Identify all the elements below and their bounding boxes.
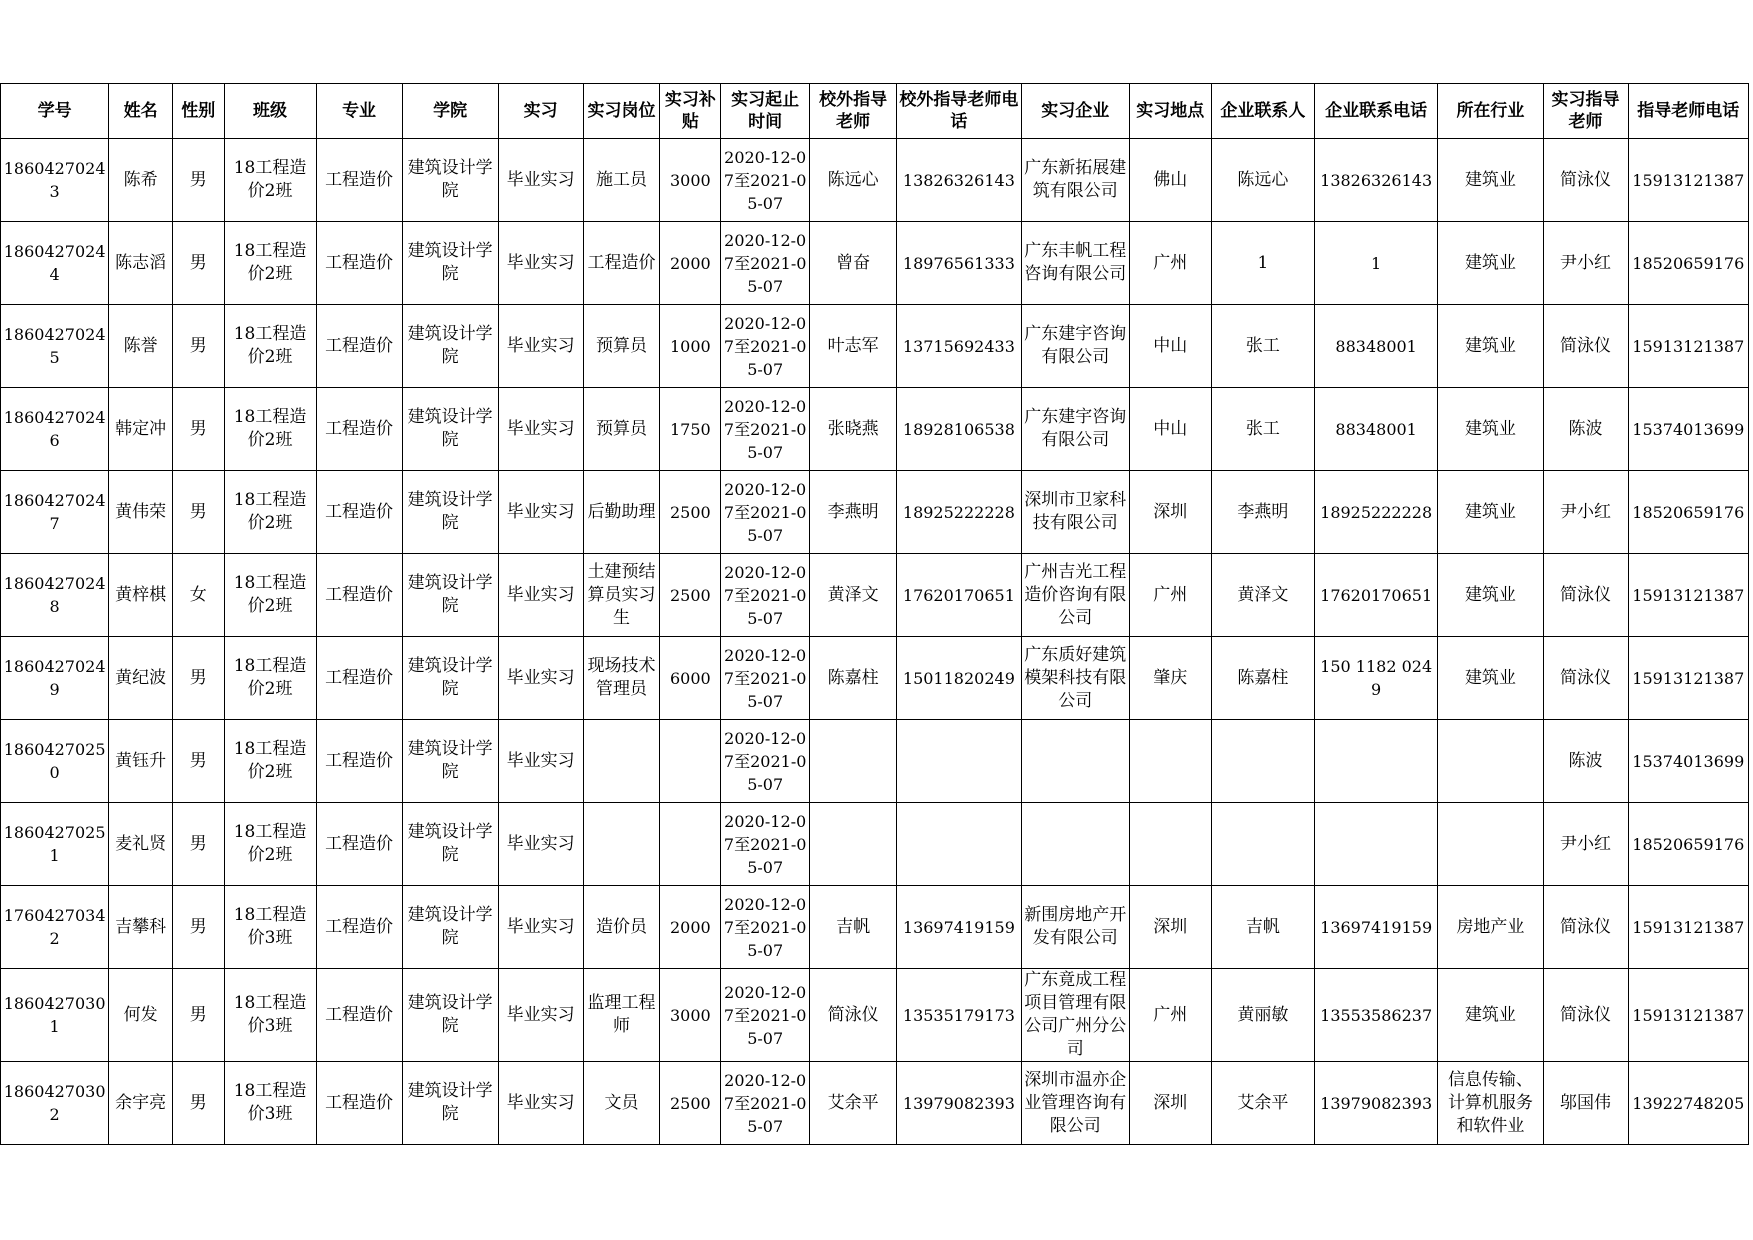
- cell-company-contact: 黄丽敏: [1211, 969, 1314, 1062]
- cell-company-phone: 13553586237: [1314, 969, 1437, 1062]
- cell-mentor: 简泳仪: [1543, 886, 1628, 969]
- cell-period: [721, 969, 810, 1062]
- cell-company: 广东丰帆工程咨询有限公司: [1021, 222, 1129, 305]
- cell-student-id: 18604270302: [1, 1062, 109, 1145]
- cell-student-id: 18604270301: [1, 969, 109, 1062]
- header-mentor: 实习指导老师: [1543, 84, 1628, 139]
- cell-gender: 男: [172, 637, 224, 720]
- period-text: 2020-12-07至2021-05-07: [723, 982, 807, 1048]
- cell-company-phone: 88348001: [1314, 305, 1437, 388]
- cell-industry: [1438, 720, 1543, 803]
- cell-internship: 毕业实习: [498, 720, 583, 803]
- table-row: [1, 637, 1749, 720]
- cell-location: 中山: [1129, 388, 1211, 471]
- cell-external-mentor: 黄泽文: [810, 554, 897, 637]
- cell-mentor: 陈波: [1543, 388, 1628, 471]
- cell-company-phone: 13979082393: [1314, 1062, 1437, 1145]
- cell-company: [1021, 720, 1129, 803]
- cell-external-mentor: 叶志军: [810, 305, 897, 388]
- period-text: 2020-12-07至2021-05-07: [723, 728, 807, 794]
- cell-mentor-phone: 18520659176: [1628, 222, 1748, 305]
- cell-industry: 建筑业: [1438, 305, 1543, 388]
- cell-company-phone: 88348001: [1314, 388, 1437, 471]
- cell-external-mentor: 张晓燕: [810, 388, 897, 471]
- header-subsidy: 实习补贴: [660, 84, 721, 139]
- cell-industry: 信息传输、计算机服务和软件业: [1438, 1062, 1543, 1145]
- header-student-id: 学号: [1, 84, 109, 139]
- cell-student-id: 18604270248: [1, 554, 109, 637]
- cell-class: 18工程造价2班: [224, 471, 316, 554]
- cell-location: 深圳: [1129, 471, 1211, 554]
- cell-name: 黄伟荣: [109, 471, 173, 554]
- cell-period: [721, 139, 810, 222]
- header-company: 实习企业: [1021, 84, 1129, 139]
- header-company-phone: 企业联系电话: [1314, 84, 1437, 139]
- cell-class: 18工程造价2班: [224, 554, 316, 637]
- cell-position: 文员: [583, 1062, 660, 1145]
- cell-subsidy: 2500: [660, 554, 721, 637]
- cell-major: 工程造价: [316, 388, 402, 471]
- cell-location: 广州: [1129, 222, 1211, 305]
- cell-company: 广州吉光工程造价咨询有限公司: [1021, 554, 1129, 637]
- cell-period: [721, 388, 810, 471]
- cell-subsidy: 2500: [660, 471, 721, 554]
- cell-college: 建筑设计学院: [402, 222, 498, 305]
- cell-company: 深圳市卫家科技有限公司: [1021, 471, 1129, 554]
- cell-internship: 毕业实习: [498, 969, 583, 1062]
- cell-industry: 房地产业: [1438, 886, 1543, 969]
- cell-class: 18工程造价3班: [224, 969, 316, 1062]
- cell-major: 工程造价: [316, 886, 402, 969]
- cell-period: [721, 720, 810, 803]
- cell-class: 18工程造价3班: [224, 1062, 316, 1145]
- cell-gender: 男: [172, 969, 224, 1062]
- cell-college: 建筑设计学院: [402, 471, 498, 554]
- cell-name: 吉攀科: [109, 886, 173, 969]
- cell-mentor: 尹小红: [1543, 471, 1628, 554]
- cell-external-mentor-phone: 15011820249: [897, 637, 1021, 720]
- cell-mentor-phone: 18520659176: [1628, 471, 1748, 554]
- cell-name: 余宇亮: [109, 1062, 173, 1145]
- period-text: 2020-12-07至2021-05-07: [723, 562, 807, 628]
- cell-subsidy: 3000: [660, 969, 721, 1062]
- cell-mentor: 简泳仪: [1543, 139, 1628, 222]
- cell-company-phone: 1: [1314, 222, 1437, 305]
- cell-external-mentor: 简泳仪: [810, 969, 897, 1062]
- period-text: 2020-12-07至2021-05-07: [723, 313, 807, 379]
- cell-mentor: 简泳仪: [1543, 554, 1628, 637]
- cell-student-id: 17604270342: [1, 886, 109, 969]
- header-gender: 性别: [172, 84, 224, 139]
- cell-student-id: 18604270243: [1, 139, 109, 222]
- cell-position: 造价员: [583, 886, 660, 969]
- cell-gender: 男: [172, 139, 224, 222]
- cell-company-contact: [1211, 720, 1314, 803]
- cell-company: 广东新拓展建筑有限公司: [1021, 139, 1129, 222]
- period-text: 2020-12-07至2021-05-07: [723, 230, 807, 296]
- cell-gender: 男: [172, 1062, 224, 1145]
- header-row: [1, 84, 1749, 139]
- cell-class: 18工程造价2班: [224, 305, 316, 388]
- cell-company-phone: 13826326143: [1314, 139, 1437, 222]
- cell-mentor-phone: 15913121387: [1628, 969, 1748, 1062]
- period-text: 2020-12-07至2021-05-07: [723, 645, 807, 711]
- cell-external-mentor-phone: 13697419159: [897, 886, 1021, 969]
- cell-student-id: 18604270245: [1, 305, 109, 388]
- cell-subsidy: 1750: [660, 388, 721, 471]
- cell-gender: 男: [172, 886, 224, 969]
- table-row: [1, 388, 1749, 471]
- header-external-mentor: 校外指导老师: [810, 84, 897, 139]
- cell-company-contact: 张工: [1211, 305, 1314, 388]
- cell-external-mentor: 陈嘉柱: [810, 637, 897, 720]
- cell-period: [721, 554, 810, 637]
- cell-mentor-phone: 15913121387: [1628, 139, 1748, 222]
- cell-company: 广东建宇咨询有限公司: [1021, 305, 1129, 388]
- cell-internship: 毕业实习: [498, 637, 583, 720]
- cell-mentor: 陈波: [1543, 720, 1628, 803]
- table-body: [1, 139, 1749, 1145]
- cell-mentor: 简泳仪: [1543, 305, 1628, 388]
- cell-industry: [1438, 803, 1543, 886]
- cell-position: 监理工程师: [583, 969, 660, 1062]
- cell-industry: 建筑业: [1438, 554, 1543, 637]
- cell-internship: 毕业实习: [498, 886, 583, 969]
- cell-company-contact: [1211, 803, 1314, 886]
- cell-company-phone: 18925222228: [1314, 471, 1437, 554]
- cell-gender: 男: [172, 222, 224, 305]
- cell-subsidy: [660, 803, 721, 886]
- cell-college: 建筑设计学院: [402, 305, 498, 388]
- cell-major: 工程造价: [316, 471, 402, 554]
- cell-name: 麦礼贤: [109, 803, 173, 886]
- cell-external-mentor-phone: 18925222228: [897, 471, 1021, 554]
- cell-external-mentor: 陈远心: [810, 139, 897, 222]
- cell-company: 广东竟成工程项目管理有限公司广州分公司: [1021, 969, 1129, 1062]
- cell-gender: 男: [172, 471, 224, 554]
- cell-class: 18工程造价2班: [224, 803, 316, 886]
- cell-period: [721, 886, 810, 969]
- cell-mentor-phone: 15374013699: [1628, 388, 1748, 471]
- cell-name: 黄纪波: [109, 637, 173, 720]
- cell-major: 工程造价: [316, 554, 402, 637]
- header-position: 实习岗位: [583, 84, 660, 139]
- cell-company-phone: 17620170651: [1314, 554, 1437, 637]
- header-location: 实习地点: [1129, 84, 1211, 139]
- cell-position: [583, 803, 660, 886]
- cell-class: 18工程造价2班: [224, 388, 316, 471]
- cell-location: [1129, 803, 1211, 886]
- cell-subsidy: 3000: [660, 139, 721, 222]
- table-row: [1, 720, 1749, 803]
- cell-position: 预算员: [583, 305, 660, 388]
- cell-name: 黄钰升: [109, 720, 173, 803]
- cell-mentor: 尹小红: [1543, 222, 1628, 305]
- cell-company: 广东建宇咨询有限公司: [1021, 388, 1129, 471]
- cell-subsidy: [660, 720, 721, 803]
- cell-company-contact: 陈远心: [1211, 139, 1314, 222]
- table-row: [1, 803, 1749, 886]
- cell-external-mentor-phone: 13826326143: [897, 139, 1021, 222]
- period-text: 2020-12-07至2021-05-07: [723, 147, 807, 213]
- cell-name: 陈誉: [109, 305, 173, 388]
- cell-gender: 男: [172, 720, 224, 803]
- header-external-mentor-phone: 校外指导老师电话: [897, 84, 1021, 139]
- cell-internship: 毕业实习: [498, 388, 583, 471]
- cell-location: 广州: [1129, 554, 1211, 637]
- cell-class: 18工程造价3班: [224, 886, 316, 969]
- header-period: 实习起止时间: [721, 84, 810, 139]
- cell-class: 18工程造价2班: [224, 720, 316, 803]
- cell-period: [721, 1062, 810, 1145]
- period-text: 2020-12-07至2021-05-07: [723, 894, 807, 960]
- cell-external-mentor-phone: 13715692433: [897, 305, 1021, 388]
- internship-table: [0, 83, 1749, 1145]
- table-row: [1, 554, 1749, 637]
- cell-company-contact: 艾余平: [1211, 1062, 1314, 1145]
- cell-class: 18工程造价2班: [224, 139, 316, 222]
- cell-college: 建筑设计学院: [402, 969, 498, 1062]
- header-mentor-phone: 指导老师电话: [1628, 84, 1748, 139]
- cell-period: [721, 637, 810, 720]
- cell-college: 建筑设计学院: [402, 886, 498, 969]
- cell-external-mentor-phone: 18976561333: [897, 222, 1021, 305]
- cell-college: 建筑设计学院: [402, 388, 498, 471]
- cell-mentor: 尹小红: [1543, 803, 1628, 886]
- cell-company-contact: 张工: [1211, 388, 1314, 471]
- cell-internship: 毕业实习: [498, 305, 583, 388]
- cell-student-id: 18604270249: [1, 637, 109, 720]
- cell-external-mentor-phone: [897, 803, 1021, 886]
- cell-location: 深圳: [1129, 1062, 1211, 1145]
- cell-external-mentor: 艾余平: [810, 1062, 897, 1145]
- cell-company-phone: 150 1182 0249: [1314, 637, 1437, 720]
- cell-major: 工程造价: [316, 305, 402, 388]
- cell-internship: 毕业实习: [498, 1062, 583, 1145]
- cell-position: 预算员: [583, 388, 660, 471]
- table-row: [1, 471, 1749, 554]
- cell-subsidy: 6000: [660, 637, 721, 720]
- cell-industry: 建筑业: [1438, 139, 1543, 222]
- cell-company: 新围房地产开发有限公司: [1021, 886, 1129, 969]
- cell-period: [721, 305, 810, 388]
- cell-mentor-phone: 13922748205: [1628, 1062, 1748, 1145]
- cell-location: [1129, 720, 1211, 803]
- period-text: 2020-12-07至2021-05-07: [723, 396, 807, 462]
- cell-external-mentor: 李燕明: [810, 471, 897, 554]
- cell-industry: 建筑业: [1438, 471, 1543, 554]
- cell-mentor: 邬国伟: [1543, 1062, 1628, 1145]
- header-class: 班级: [224, 84, 316, 139]
- cell-gender: 男: [172, 803, 224, 886]
- cell-position: 土建预结算员实习生: [583, 554, 660, 637]
- cell-industry: 建筑业: [1438, 969, 1543, 1062]
- cell-external-mentor: 吉帆: [810, 886, 897, 969]
- table-row: [1, 305, 1749, 388]
- cell-mentor: 简泳仪: [1543, 969, 1628, 1062]
- cell-external-mentor: [810, 803, 897, 886]
- cell-student-id: 18604270251: [1, 803, 109, 886]
- period-text: 2020-12-07至2021-05-07: [723, 811, 807, 877]
- cell-college: 建筑设计学院: [402, 803, 498, 886]
- cell-location: 佛山: [1129, 139, 1211, 222]
- cell-external-mentor-phone: 13535179173: [897, 969, 1021, 1062]
- cell-external-mentor: 曾奋: [810, 222, 897, 305]
- cell-gender: 男: [172, 305, 224, 388]
- cell-company-phone: [1314, 803, 1437, 886]
- cell-subsidy: 2000: [660, 886, 721, 969]
- cell-major: 工程造价: [316, 803, 402, 886]
- table-row: [1, 886, 1749, 969]
- cell-major: 工程造价: [316, 1062, 402, 1145]
- cell-college: 建筑设计学院: [402, 637, 498, 720]
- cell-external-mentor-phone: 17620170651: [897, 554, 1021, 637]
- cell-position: 后勤助理: [583, 471, 660, 554]
- cell-period: [721, 803, 810, 886]
- cell-major: 工程造价: [316, 139, 402, 222]
- cell-mentor-phone: 15913121387: [1628, 554, 1748, 637]
- cell-location: 广州: [1129, 969, 1211, 1062]
- cell-position: 施工员: [583, 139, 660, 222]
- cell-external-mentor-phone: 18928106538: [897, 388, 1021, 471]
- cell-mentor-phone: 15913121387: [1628, 305, 1748, 388]
- cell-period: [721, 471, 810, 554]
- cell-major: 工程造价: [316, 222, 402, 305]
- table-row: [1, 222, 1749, 305]
- cell-position: 现场技术管理员: [583, 637, 660, 720]
- cell-name: 陈希: [109, 139, 173, 222]
- cell-company: 深圳市温亦企业管理咨询有限公司: [1021, 1062, 1129, 1145]
- cell-mentor-phone: 18520659176: [1628, 803, 1748, 886]
- cell-industry: 建筑业: [1438, 637, 1543, 720]
- cell-company-contact: 吉帆: [1211, 886, 1314, 969]
- header-internship: 实习: [498, 84, 583, 139]
- cell-industry: 建筑业: [1438, 388, 1543, 471]
- cell-class: 18工程造价2班: [224, 222, 316, 305]
- cell-company-contact: 陈嘉柱: [1211, 637, 1314, 720]
- cell-location: 中山: [1129, 305, 1211, 388]
- cell-position: 工程造价: [583, 222, 660, 305]
- cell-mentor-phone: 15913121387: [1628, 637, 1748, 720]
- cell-name: 何发: [109, 969, 173, 1062]
- cell-gender: 女: [172, 554, 224, 637]
- cell-major: 工程造价: [316, 969, 402, 1062]
- cell-mentor-phone: 15913121387: [1628, 886, 1748, 969]
- cell-name: 陈志滔: [109, 222, 173, 305]
- cell-major: 工程造价: [316, 637, 402, 720]
- cell-subsidy: 2000: [660, 222, 721, 305]
- cell-industry: 建筑业: [1438, 222, 1543, 305]
- period-text: 2020-12-07至2021-05-07: [723, 1070, 807, 1136]
- cell-company-contact: 李燕明: [1211, 471, 1314, 554]
- header-industry: 所在行业: [1438, 84, 1543, 139]
- header-college: 学院: [402, 84, 498, 139]
- cell-position: [583, 720, 660, 803]
- cell-college: 建筑设计学院: [402, 139, 498, 222]
- cell-student-id: 18604270244: [1, 222, 109, 305]
- table-row: [1, 1062, 1749, 1145]
- cell-name: 黄梓棋: [109, 554, 173, 637]
- cell-college: 建筑设计学院: [402, 720, 498, 803]
- cell-college: 建筑设计学院: [402, 554, 498, 637]
- cell-location: 深圳: [1129, 886, 1211, 969]
- cell-gender: 男: [172, 388, 224, 471]
- cell-external-mentor-phone: 13979082393: [897, 1062, 1021, 1145]
- header-name: 姓名: [109, 84, 173, 139]
- cell-internship: 毕业实习: [498, 554, 583, 637]
- period-text: 2020-12-07至2021-05-07: [723, 479, 807, 545]
- cell-college: 建筑设计学院: [402, 1062, 498, 1145]
- cell-major: 工程造价: [316, 720, 402, 803]
- cell-subsidy: 1000: [660, 305, 721, 388]
- cell-location: 肇庆: [1129, 637, 1211, 720]
- cell-student-id: 18604270250: [1, 720, 109, 803]
- cell-mentor-phone: 15374013699: [1628, 720, 1748, 803]
- cell-external-mentor: [810, 720, 897, 803]
- cell-internship: 毕业实习: [498, 803, 583, 886]
- cell-internship: 毕业实习: [498, 139, 583, 222]
- cell-internship: 毕业实习: [498, 222, 583, 305]
- cell-company: [1021, 803, 1129, 886]
- cell-mentor: 简泳仪: [1543, 637, 1628, 720]
- cell-company-phone: [1314, 720, 1437, 803]
- cell-company: 广东质好建筑模架科技有限公司: [1021, 637, 1129, 720]
- cell-external-mentor-phone: [897, 720, 1021, 803]
- cell-company-contact: 1: [1211, 222, 1314, 305]
- cell-name: 韩定冲: [109, 388, 173, 471]
- cell-company-phone: 13697419159: [1314, 886, 1437, 969]
- table-row: [1, 139, 1749, 222]
- cell-subsidy: 2500: [660, 1062, 721, 1145]
- cell-student-id: 18604270247: [1, 471, 109, 554]
- cell-student-id: 18604270246: [1, 388, 109, 471]
- header-company-contact: 企业联系人: [1211, 84, 1314, 139]
- cell-period: [721, 222, 810, 305]
- cell-class: 18工程造价2班: [224, 637, 316, 720]
- header-major: 专业: [316, 84, 402, 139]
- table-row: [1, 969, 1749, 1062]
- cell-internship: 毕业实习: [498, 471, 583, 554]
- cell-company-contact: 黄泽文: [1211, 554, 1314, 637]
